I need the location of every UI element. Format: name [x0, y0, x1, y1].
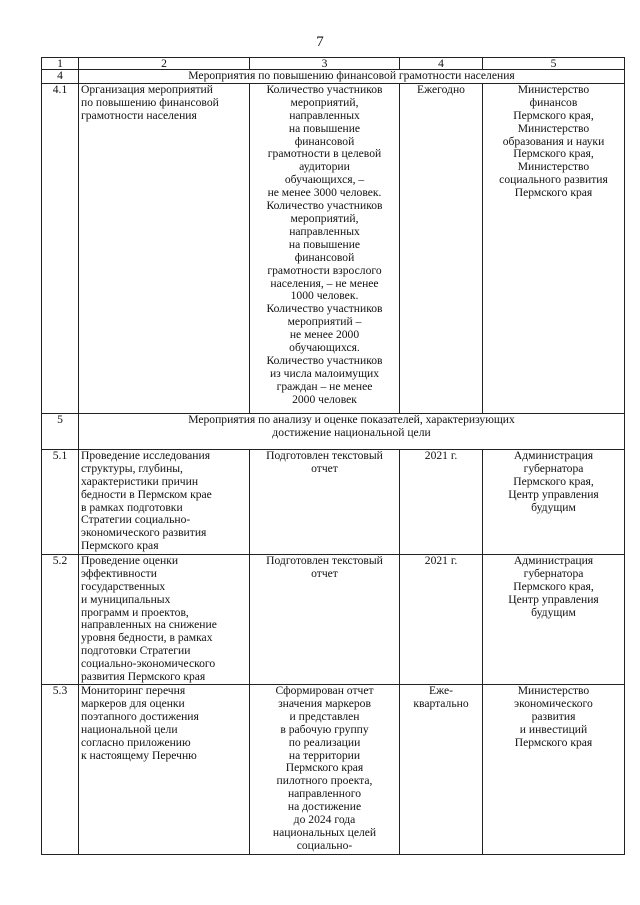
text-line: по повышению финансовой — [81, 95, 219, 109]
text-line: Сформирован отчет — [275, 683, 374, 697]
text-line: Мероприятия по анализу и оценке показателей, характеризующих — [188, 412, 515, 426]
text-line: мероприятий, — [290, 211, 359, 225]
activity-cell — [79, 449, 250, 554]
text-line: на повышение — [288, 121, 361, 135]
text-line: финансов — [529, 95, 578, 109]
text-line: направленных — [289, 108, 360, 122]
result-cell — [250, 83, 400, 413]
text-line: пилотного проекта, — [276, 774, 373, 788]
column-number-1: 1 — [42, 58, 79, 70]
text-line: достижение национальной цели — [272, 425, 431, 439]
text-line: Центр управления — [508, 487, 599, 501]
text-line: Пермского края, — [513, 474, 594, 488]
text-line: Пермского края — [81, 539, 159, 553]
section-title — [79, 70, 625, 84]
text-line: Проведение оценки — [81, 553, 179, 567]
text-line: развития — [531, 709, 576, 723]
text-line: социально-экономического — [81, 657, 216, 671]
text-line: подготовки Стратегии — [81, 644, 191, 658]
text-line: маркеров для оценки — [81, 696, 185, 710]
responsible-cell — [483, 554, 625, 684]
table-row — [42, 554, 625, 684]
text-line: 2021 г. — [424, 448, 458, 462]
text-line: мероприятий – — [287, 315, 362, 329]
table-row — [42, 449, 625, 554]
text-line: квартально — [413, 696, 469, 710]
text-line: Стратегии социально- — [81, 513, 191, 527]
text-line: Проведение исследования — [81, 448, 211, 462]
text-line: Пермского края, — [513, 579, 594, 593]
responsible-cell — [483, 684, 625, 854]
text-line: экономического — [514, 696, 593, 710]
text-line: граждан – не менее — [276, 379, 373, 393]
text-line: будущим — [531, 605, 576, 619]
text-line: будущим — [531, 500, 576, 514]
text-line: Администрация — [513, 553, 594, 567]
text-line: согласно приложению — [81, 735, 191, 749]
table-body — [42, 58, 625, 855]
result-cell — [250, 449, 400, 554]
text-line: 1000 человек. — [290, 289, 359, 303]
text-line: структуры, глубины, — [81, 461, 183, 475]
text-line: Пермского края — [514, 186, 593, 200]
text-line: финансовой — [294, 134, 355, 148]
table-row — [42, 83, 625, 413]
text-line: направленного — [287, 787, 362, 801]
text-line: Министерство — [517, 121, 590, 135]
deadline-cell — [400, 554, 483, 684]
section-number: 5 — [42, 413, 79, 449]
text-line: финансовой — [294, 250, 355, 264]
column-number-4: 4 — [400, 58, 483, 70]
text-line: на территории — [288, 748, 361, 762]
column-number-2: 2 — [79, 58, 250, 70]
text-line: отчет — [311, 461, 338, 475]
text-line: грамотности в целевой — [267, 147, 382, 161]
text-line: 2021 г. — [424, 553, 458, 567]
text-line: Пермского края — [514, 735, 593, 749]
text-line: мероприятий, — [290, 95, 359, 109]
text-line: Количество участников — [266, 199, 383, 213]
text-line: Министерство — [517, 82, 590, 96]
text-line: Министерство — [517, 160, 590, 174]
text-line: Еже- — [429, 683, 453, 697]
responsible-cell — [483, 449, 625, 554]
text-line: 2000 человек — [292, 392, 357, 406]
text-line: из числа малоимущих — [269, 366, 380, 380]
text-line: бедности в Пермском крае — [81, 487, 212, 501]
text-line: Организация мероприятий — [81, 82, 213, 96]
result-cell — [250, 684, 400, 854]
text-line: характеристики причин — [81, 474, 199, 488]
text-line: эффективности — [81, 566, 157, 580]
text-line: Пермского края, — [513, 108, 594, 122]
text-line: Количество участников — [266, 353, 383, 367]
text-line: Подготовлен текстовый — [266, 448, 383, 462]
text-line: социально- — [296, 838, 353, 852]
text-line: Количество участников — [266, 82, 383, 96]
column-number-3: 3 — [250, 58, 400, 70]
text-line: развития Пермского края — [81, 670, 206, 684]
text-line: уровня бедности, в рамках — [81, 631, 213, 645]
text-line: аудитории — [299, 160, 350, 174]
text-line: образования и науки — [502, 134, 605, 148]
section-number: 4 — [42, 70, 79, 84]
text-line: Количество участников — [266, 302, 383, 316]
row-number: 5.2 — [42, 554, 79, 684]
activity-cell — [79, 554, 250, 684]
activities-table — [41, 57, 625, 855]
text-line: на достижение — [287, 800, 362, 814]
text-line: направленных — [289, 224, 360, 238]
text-line: не менее 2000 — [289, 328, 360, 342]
row-number: 5.1 — [42, 449, 79, 554]
text-line: населения, – не менее — [270, 276, 379, 290]
row-number: 4.1 — [42, 83, 79, 413]
activity-cell — [79, 83, 250, 413]
section-title — [79, 413, 625, 449]
text-line: национальных целей — [272, 825, 377, 839]
responsible-cell — [483, 83, 625, 413]
text-line: Мероприятия по повышению финансовой грамотности населения — [188, 69, 515, 82]
text-line: Министерство — [517, 683, 590, 697]
activity-cell — [79, 684, 250, 854]
section-row-5 — [42, 413, 625, 449]
text-line: на повышение — [288, 237, 361, 251]
page-number: 7 — [316, 34, 324, 50]
text-line: грамотности населения — [81, 108, 197, 122]
column-number-5: 5 — [483, 58, 625, 70]
text-line: программ и проектов, — [81, 605, 189, 619]
text-line: губернатора — [523, 566, 584, 580]
text-line: в рамках подготовки — [81, 500, 183, 514]
text-line: Центр управления — [508, 592, 599, 606]
text-line: Администрация — [513, 448, 594, 462]
text-line: обучающихся. — [289, 341, 360, 355]
text-line: и муниципальных — [81, 592, 171, 606]
text-line: Пермского края, — [513, 147, 594, 161]
text-line: экономического развития — [81, 526, 207, 540]
text-line: в рабочую группу — [280, 722, 369, 736]
text-line: и инвестиций — [519, 722, 588, 736]
text-line: социального развития — [499, 173, 608, 187]
section-row-4 — [42, 70, 625, 84]
text-line: Пермского края — [285, 761, 364, 775]
text-line: до 2024 года — [293, 813, 356, 827]
text-line: не менее 3000 человек. — [267, 186, 382, 200]
text-line: грамотности взрослого — [267, 263, 382, 277]
text-line: Подготовлен текстовый — [266, 553, 383, 567]
deadline-cell — [400, 83, 483, 413]
deadline-cell — [400, 449, 483, 554]
deadline-cell — [400, 684, 483, 854]
text-line: государственных — [81, 579, 166, 593]
table-row — [42, 684, 625, 854]
text-line: по реализации — [288, 735, 361, 749]
text-line: национальной цели — [81, 722, 178, 736]
text-line: отчет — [311, 566, 338, 580]
text-line: Ежегодно — [417, 82, 465, 96]
text-line: к настоящему Перечню — [81, 748, 197, 762]
result-cell — [250, 554, 400, 684]
text-line: и представлен — [289, 709, 360, 723]
text-line: значения маркеров — [278, 696, 371, 710]
text-line: Мониторинг перечня — [81, 683, 186, 697]
row-number: 5.3 — [42, 684, 79, 854]
header-row — [42, 58, 625, 70]
text-line: поэтапного достижения — [81, 709, 199, 723]
text-line: обучающихся, – — [284, 173, 365, 187]
text-line: направленных на снижение — [81, 618, 217, 632]
text-line: губернатора — [523, 461, 584, 475]
